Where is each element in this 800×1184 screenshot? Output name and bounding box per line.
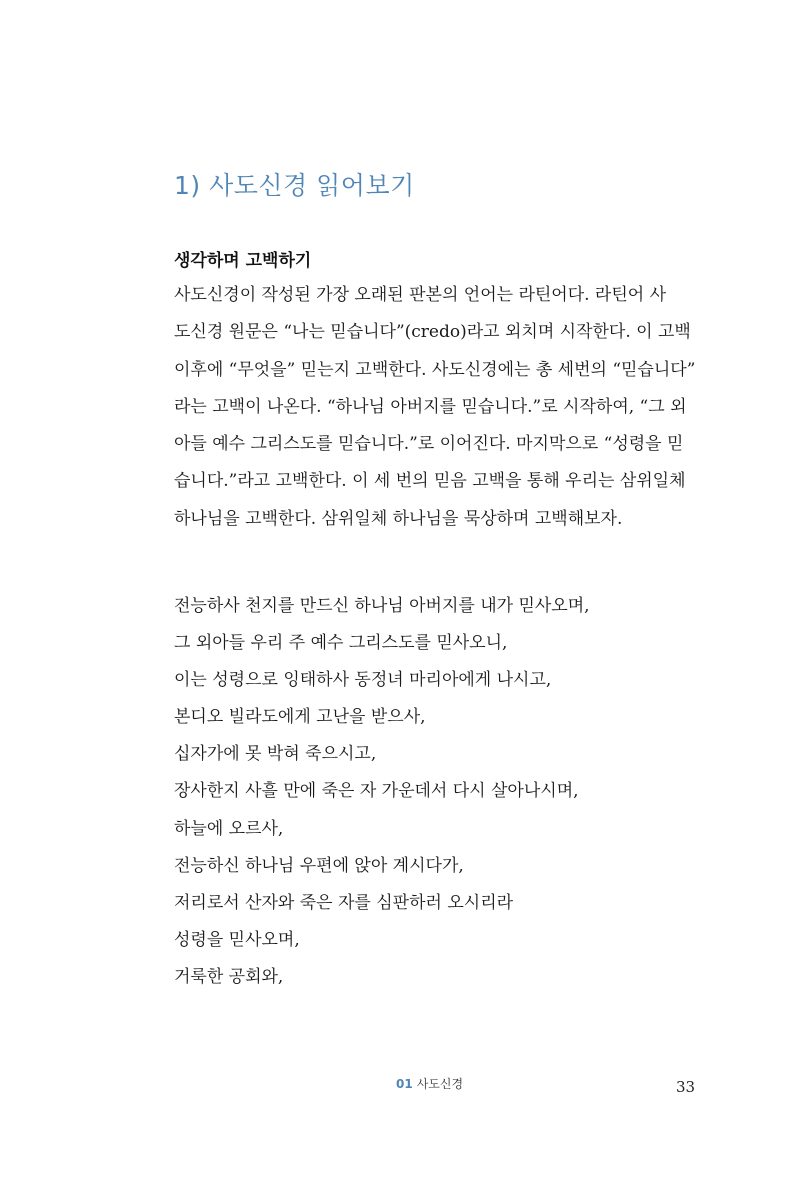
- creed-line: 이는 성령으로 잉태하사 동정녀 마리아에게 나시고,: [174, 670, 552, 691]
- creed-text: [174, 588, 698, 996]
- running-footer: [396, 1075, 463, 1092]
- creed-line: 본디오 빌라도에게 고난을 받으사,: [174, 707, 426, 728]
- paragraph-line: 아들 예수 그리스도를 믿습니다.”로 이어진다. 마지막으로 “성령을 믿: [174, 434, 684, 455]
- paragraph-line: 라는 고백이 나온다. “하나님 아버지를 믿습니다.”로 시작하여, “그 외: [174, 396, 687, 417]
- subheading: 생각하며 고백하기: [174, 251, 312, 271]
- creed-line: 성령을 믿사오며,: [174, 929, 300, 950]
- creed-line: 장사한지 사흘 만에 죽은 자 가운데서 다시 살아나시며,: [174, 781, 579, 802]
- creed-line: 십자가에 못 박혀 죽으시고,: [174, 744, 377, 765]
- chapter-title: 사도신경: [416, 1077, 464, 1091]
- paragraph-line: 습니다.”라고 고백한다. 이 세 번의 믿음 고백을 통해 우리는 삼위일체: [174, 471, 686, 492]
- creed-line: 하늘에 오르사,: [174, 818, 284, 839]
- creed-line: 그 외아들 우리 주 예수 그리스도를 믿사오니,: [174, 633, 508, 654]
- paragraph-line: 하나님을 고백한다. 삼위일체 하나님을 묵상하며 고백해보자.: [174, 508, 623, 529]
- paragraph-line: 이후에 “무엇을” 믿는지 고백한다. 사도신경에는 총 세번의 “믿습니다”: [174, 359, 696, 380]
- paragraph-line: 사도신경이 작성된 가장 오래된 판본의 언어는 라틴어다. 라틴어 사: [174, 285, 667, 305]
- creed-line: 전능하사 천지를 만드신 하나님 아버지를 내가 믿사오며,: [174, 596, 590, 616]
- page-number: 33: [676, 1078, 696, 1096]
- creed-line: 거룩한 공회와,: [174, 966, 284, 987]
- section-title: 1) 사도신경 읽어보기: [174, 171, 415, 200]
- paragraph-line: 도신경 원문은 “나는 믿습니다”(credo)라고 외치며 시작한다. 이 고백: [174, 322, 691, 343]
- chapter-number: 01: [396, 1077, 413, 1091]
- body-paragraph: [174, 277, 698, 538]
- creed-line: 저리로서 산자와 죽은 자를 심판하러 오시리라: [174, 892, 514, 913]
- creed-line: 전능하신 하나님 우편에 앉아 계시다가,: [174, 855, 464, 876]
